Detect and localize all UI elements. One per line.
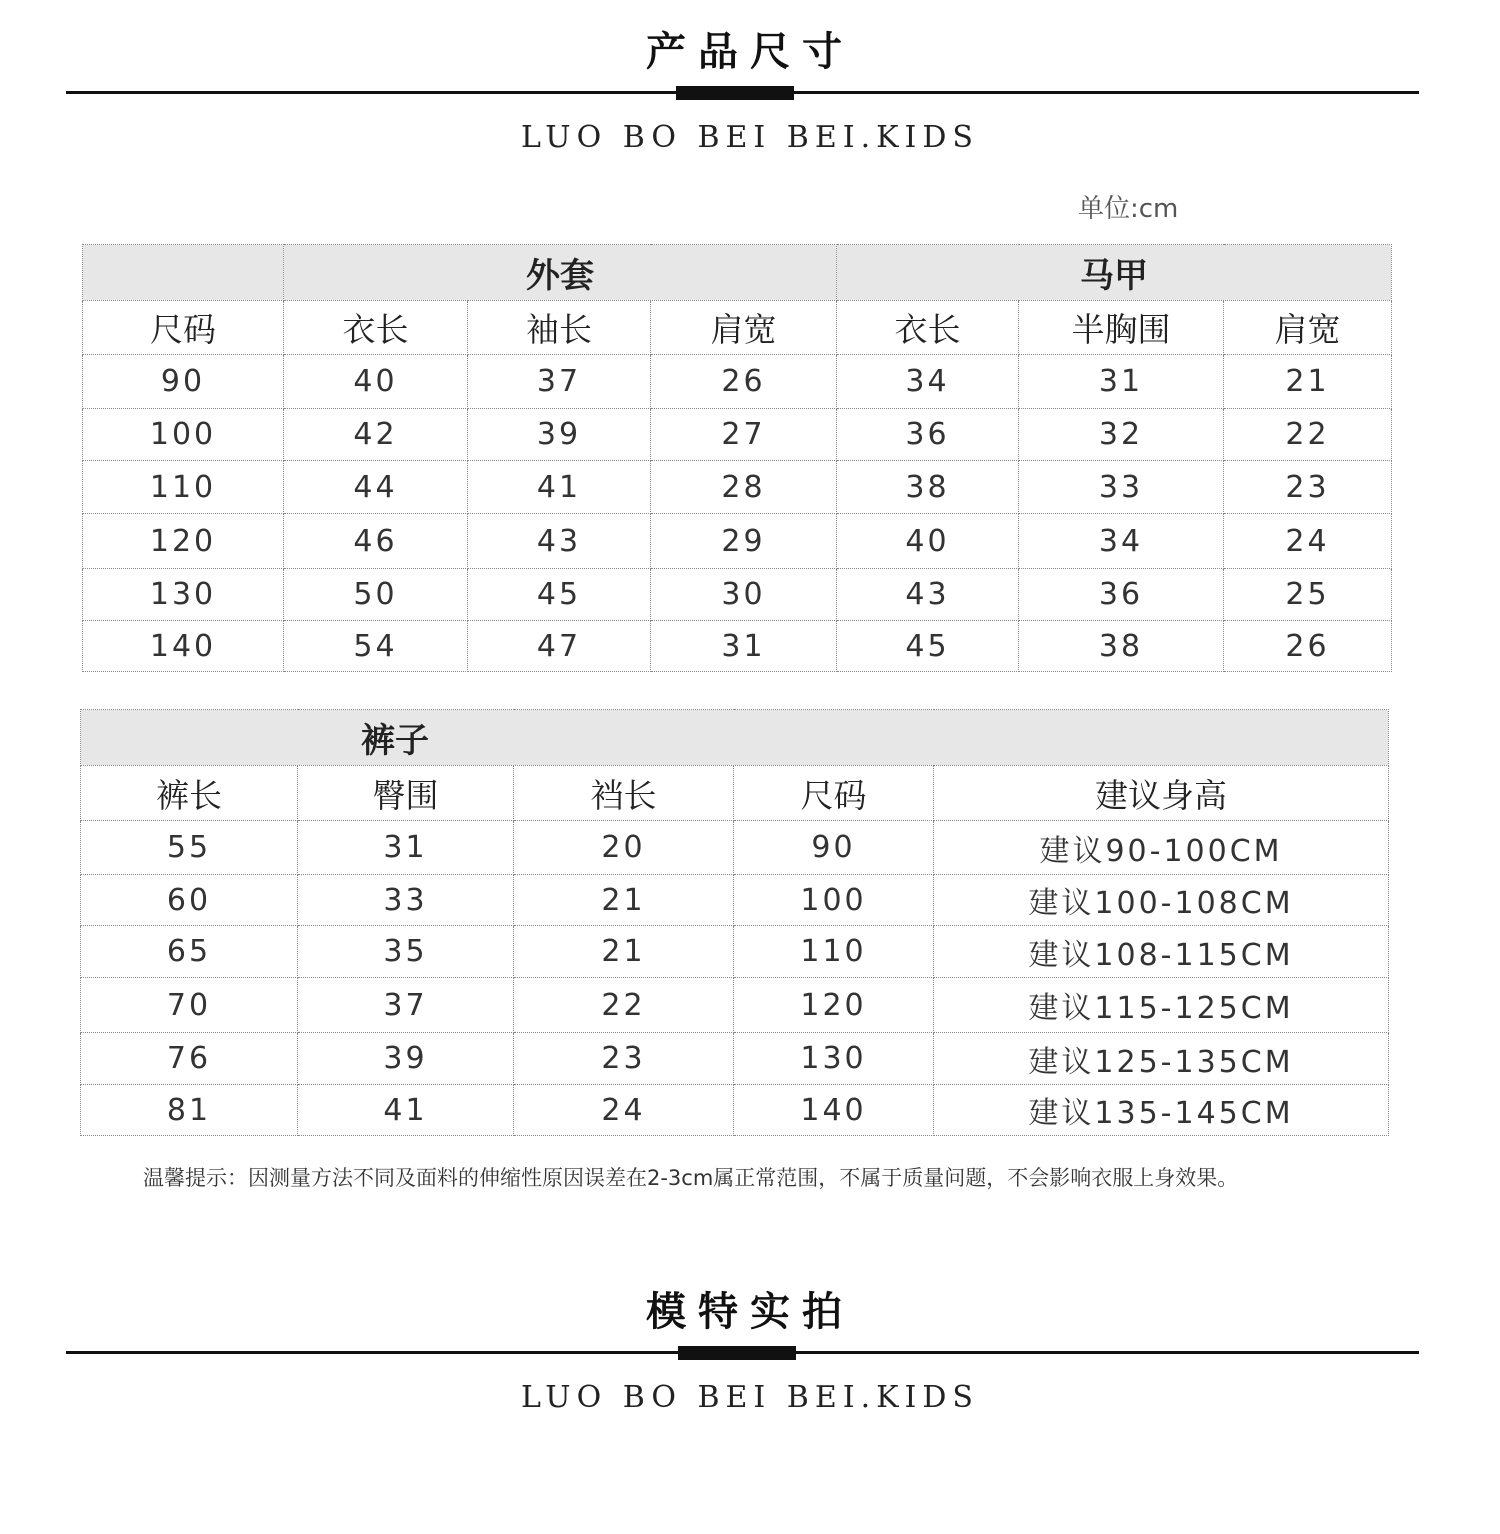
header-cell: 半胸围 [1019,301,1224,355]
table-cell: 37 [468,355,651,409]
table-cell: 26 [1224,621,1392,672]
brand-name: LUO BO BEI BEI.KIDS [521,1380,979,1415]
group-header-empty [83,245,284,301]
table-cell: 45 [837,621,1019,672]
table-row [83,409,1392,461]
table-cell: 140 [734,1085,934,1136]
table-row [81,875,1389,926]
table-cell: 40 [284,355,468,409]
table-cell: 31 [1019,355,1224,409]
table-cell: 21 [514,875,734,926]
header-cell: 尺码 [83,301,284,355]
table-cell: 76 [81,1033,298,1085]
table-cell: 100 [83,409,284,461]
table-cell: 120 [734,978,934,1033]
table-cell: 100 [734,875,934,926]
table-cell: 39 [468,409,651,461]
section-title-product-size: 产品尺寸 [646,29,854,75]
title-divider-accent [678,1346,796,1360]
table-cell: 35 [298,926,514,978]
header-cell: 裤长 [81,766,298,821]
table-cell: 22 [514,978,734,1033]
table-cell: 46 [284,514,468,569]
table-cell: 23 [1224,461,1392,514]
table-cell: 43 [837,569,1019,621]
table-cell: 20 [514,821,734,875]
table-cell: 32 [1019,409,1224,461]
table-cell: 30 [651,569,837,621]
table-cell: 40 [837,514,1019,569]
table-cell: 38 [837,461,1019,514]
header-cell: 臀围 [298,766,514,821]
title-divider-accent [676,86,794,100]
table-cell: 21 [514,926,734,978]
group-header-vest: 马甲 [837,245,1392,301]
table-cell: 41 [298,1085,514,1136]
table-row [81,1033,1389,1085]
header-cell: 衣长 [284,301,468,355]
table-cell: 23 [514,1033,734,1085]
table-cell: 54 [284,621,468,672]
table-cell: 38 [1019,621,1224,672]
table-cell: 81 [81,1085,298,1136]
table-cell: 36 [1019,569,1224,621]
header-cell: 衣长 [837,301,1019,355]
table-cell: 34 [1019,514,1224,569]
table-cell: 27 [651,409,837,461]
table-cell: 建议125-135CM [934,1033,1389,1085]
table-row [81,821,1389,875]
group-header-coat: 外套 [284,245,837,301]
table-cell: 25 [1224,569,1392,621]
table-cell: 26 [651,355,837,409]
table-cell: 65 [81,926,298,978]
table-cell: 29 [651,514,837,569]
unit-label: 单位:cm [1078,194,1179,224]
table-cell: 47 [468,621,651,672]
table-cell: 43 [468,514,651,569]
header-cell: 肩宽 [651,301,837,355]
table-cell: 24 [514,1085,734,1136]
table-cell: 44 [284,461,468,514]
table-cell: 42 [284,409,468,461]
header-cell: 裆长 [514,766,734,821]
table-cell: 34 [837,355,1019,409]
table-cell: 33 [298,875,514,926]
table-row [81,1085,1389,1136]
table-cell: 22 [1224,409,1392,461]
table-row [83,461,1392,514]
header-cell: 建议身高 [934,766,1389,821]
table-cell: 110 [734,926,934,978]
table-cell: 130 [734,1033,934,1085]
table-cell: 28 [651,461,837,514]
sizing-tip-note: 温馨提示：因测量方法不同及面料的伸缩性原因误差在2-3cm属正常范围，不属于质量问题，不会影响衣服上身效果。 [143,1166,1239,1190]
header-cell: 袖长 [468,301,651,355]
table-cell: 建议90-100CM [934,821,1389,875]
table-cell: 90 [83,355,284,409]
table-cell: 60 [81,875,298,926]
table-cell: 110 [83,461,284,514]
table-cell: 41 [468,461,651,514]
table-cell: 33 [1019,461,1224,514]
table-cell: 21 [1224,355,1392,409]
table-cell: 130 [83,569,284,621]
table-cell: 70 [81,978,298,1033]
brand-name: LUO BO BEI BEI.KIDS [521,120,979,155]
table-cell: 31 [651,621,837,672]
table-cell: 140 [83,621,284,672]
table-row [83,569,1392,621]
header-cell: 尺码 [734,766,934,821]
table-row [81,926,1389,978]
table-cell: 50 [284,569,468,621]
section-title-model-photos: 模特实拍 [646,1289,854,1335]
table-cell: 建议108-115CM [934,926,1389,978]
table-cell: 90 [734,821,934,875]
table-cell: 37 [298,978,514,1033]
table-cell: 39 [298,1033,514,1085]
header-cell: 肩宽 [1224,301,1392,355]
table-cell: 36 [837,409,1019,461]
table-cell: 建议115-125CM [934,978,1389,1033]
table-row [83,514,1392,569]
table-cell: 24 [1224,514,1392,569]
table-row [81,978,1389,1033]
table-cell: 120 [83,514,284,569]
table-cell: 45 [468,569,651,621]
pants-size-table [80,709,1389,1136]
table-cell: 55 [81,821,298,875]
table-row [83,621,1392,672]
table-cell: 建议100-108CM [934,875,1389,926]
table-cell: 31 [298,821,514,875]
table-row [83,355,1392,409]
table-cell: 建议135-145CM [934,1085,1389,1136]
group-header-pants: 裤子 [81,710,1389,766]
top-size-table [82,244,1392,672]
